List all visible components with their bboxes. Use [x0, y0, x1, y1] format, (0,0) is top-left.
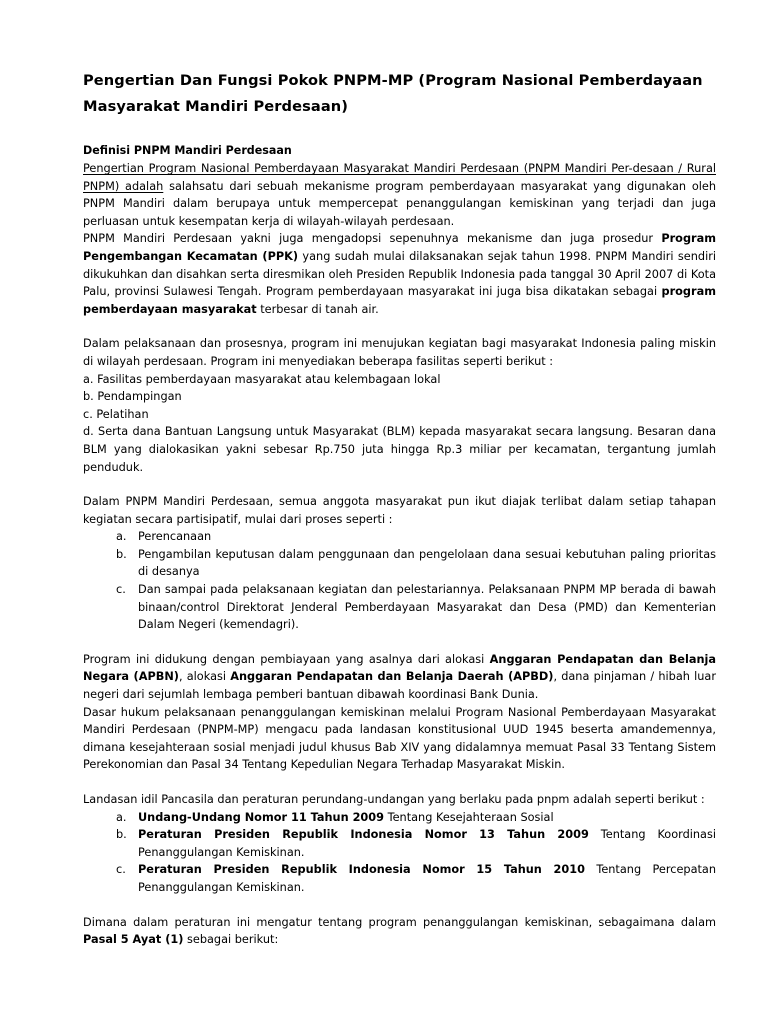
list-item: d. Serta dana Bantuan Langsung untuk Masyarakat (BLM) kepada masyarakat secara langsung. Besaran dana BLM yang dialokasikan yakni sebesar Rp.750 juta hingga Rp.3 miliar per kecamatan, tergantung jumlah penduduk. [83, 425, 716, 474]
spacer [83, 897, 716, 914]
peraturan-list [83, 809, 716, 897]
paragraph-pembiayaan [83, 651, 716, 704]
list-marker: c. [116, 583, 126, 597]
spacer [83, 318, 716, 335]
law-reference-name: Undang-Undang Nomor 11 Tahun 2009 [138, 810, 385, 824]
list-item-text: Dan sampai pada pelaksanaan kegiatan dan pelestariannya. Pelaksanaan PNPM MP berada di bawah binaan/control Direktorat Jenderal Pemberdayaan Masyarakat dan Desa (PMD) dan Kementerian Dalam Negeri (kemendagri). [138, 583, 716, 632]
list-item [83, 546, 716, 581]
spacer [83, 774, 716, 791]
list-item-text: Perencanaan [138, 530, 212, 544]
list-item-text: Pengambilan keputusan dalam penggunaan dan pengelolaan dana sesuai kebutuhan paling prioritas di desanya [138, 547, 716, 579]
spacer [83, 476, 716, 493]
paragraph-landasan-idil: Landasan idil Pancasila dan peraturan perundang-undangan yang berlaku pada pnpm adalah seperti berikut : [83, 793, 705, 806]
paragraph-tahapan-intro: Dalam PNPM Mandiri Perdesaan, semua anggota masyarakat pun ikut diajak terlibat dalam setiap tahapan kegiatan secara partisipatif, mulai dari proses seperti : [83, 495, 716, 526]
page-title: Pengertian Dan Fungsi Pokok PNPM-MP (Program Nasional Pemberdayaan Masyarakat Mandiri Perdesaan) [83, 72, 703, 115]
list-item: b. Pendampingan [83, 390, 182, 404]
underlined-lead-text: Pengertian Program Nasional Pemberdayaan Masyarakat Mandiri Perdesaan (PNPM Mandiri Per-desaan / Rural PNPM) adalah [83, 162, 716, 193]
list-item [83, 581, 716, 634]
list-item [83, 861, 716, 896]
paragraph-pasal-5 [83, 914, 716, 949]
paragraph-pelaksanaan: Dalam pelaksanaan dan prosesnya, program ini menujukan kegiatan bagi masyarakat Indonesia paling miskin di wilayah perdesaan. Program ini menyediakan beberapa fasilitas seperti berikut : [83, 337, 716, 368]
list-item-text [138, 861, 716, 896]
list-item: a. Fasilitas pemberdayaan masyarakat atau kelembagaan lokal [83, 372, 441, 386]
list-item-text [138, 809, 716, 827]
list-marker: a. [116, 810, 127, 824]
section-heading-definisi: Definisi PNPM Mandiri Perdesaan [83, 144, 292, 157]
paragraph-ppk-part2: yang sudah mulai dilaksanakan sejak tahun 1998. PNPM Mandiri sendiri dikukuhkan dan disahkan serta diresmikan oleh Presiden Republik Indonesia pada tanggal 30 April 2007 di Kota Palu, provinsi Sulawesi Tengah. Program pemberdayaan masyarakat ini juga bisa dikatakan sebagai [83, 249, 716, 299]
law-reference-subject: Tentang Percepatan Penanggulangan Kemiskinan. [138, 863, 717, 894]
law-reference-name: Peraturan Presiden Republik Indonesia Nomor 15 Tahun 2010 [138, 863, 585, 877]
list-item-text [138, 826, 716, 861]
tahapan-list [83, 528, 716, 634]
bold-pasal-5-ayat-1: Pasal 5 Ayat (1) [83, 933, 184, 947]
paragraph-pembiayaan-part1: Program ini didukung dengan pembiayaan yang asalnya dari alokasi [83, 652, 490, 666]
list-marker: b. [116, 828, 127, 842]
paragraph-pembiayaan-part3: , dana pinjaman / hibah luar negeri dari sejumlah lembaga pemberi bantuan dibawah koordinasi Bank Dunia. [83, 670, 716, 702]
bold-program-pengembangan-kecamatan: Program Pengembangan Kecamatan (PPK) [83, 232, 716, 263]
law-reference-subject: Tentang Koordinasi Penanggulangan Kemiskinan. [138, 828, 716, 859]
list-marker: a. [116, 530, 127, 544]
list-marker: c. [116, 863, 126, 877]
spacer [83, 634, 716, 651]
bold-program-pemberdayaan-masyarakat: program pemberdayaan masyarakat [83, 285, 716, 316]
paragraph-pasal5-part2: sebagai berikut: [183, 933, 279, 947]
paragraph-ppk-part3: terbesar di tanah air. [256, 302, 379, 316]
law-reference-subject: Tentang Kesejahteraan Sosial [384, 810, 554, 824]
list-marker: b. [116, 547, 127, 561]
list-item [83, 826, 716, 861]
paragraph-ppk-part1: PNPM Mandiri Perdesaan yakni juga mengadopsi sepenuhnya mekanisme dan juga prosedur [83, 232, 662, 246]
paragraph-dasar-hukum: Dasar hukum pelaksanaan penanggulangan kemiskinan melalui Program Nasional Pemberdayaan Masyarakat Mandiri Perdesaan (PNPM-MP) mengacu pada landasan konstitusional UUD 1945 beserta amandemennya, dimana kesejahteraan sosial menjadi judul khusus Bab XIV yang didalamnya memuat Pasal 33 Tentang Sistem Perekonomian dan Pasal 34 Tentang Kepedulian Negara Terhadap Masyarakat Miskin. [83, 705, 716, 772]
bold-apbn: Anggaran Pendapatan dan Belanja Negara (APBN) [83, 652, 716, 684]
paragraph-definisi-pengertian [83, 160, 716, 230]
paragraph-pasal5-part1: Dimana dalam peraturan ini mengatur tentang program penanggulangan kemiskinan, sebagaimana dalam [83, 915, 716, 929]
paragraph-ppk [83, 230, 716, 318]
list-item: c. Pelatihan [83, 407, 149, 421]
bold-apbd: Anggaran Pendapatan dan Belanja Daerah (APBD) [230, 670, 554, 684]
paragraph-definisi-rest: salahsatu dari sebuah mekanisme program pemberdayaan masyarakat yang digunakan oleh PNPM Mandiri dalam berupaya untuk mempercepat penanggulangan kemiskinan yang terjadi dan juga perluasan untuk kesempatan kerja di wilayah-wilayah perdesaan. [83, 179, 717, 228]
list-item [83, 809, 716, 827]
paragraph-pembiayaan-part2: , alokasi [178, 670, 231, 684]
fasilitas-list [83, 371, 716, 477]
list-item [83, 528, 716, 546]
law-reference-name: Peraturan Presiden Republik Indonesia Nomor 13 Tahun 2009 [138, 828, 589, 842]
